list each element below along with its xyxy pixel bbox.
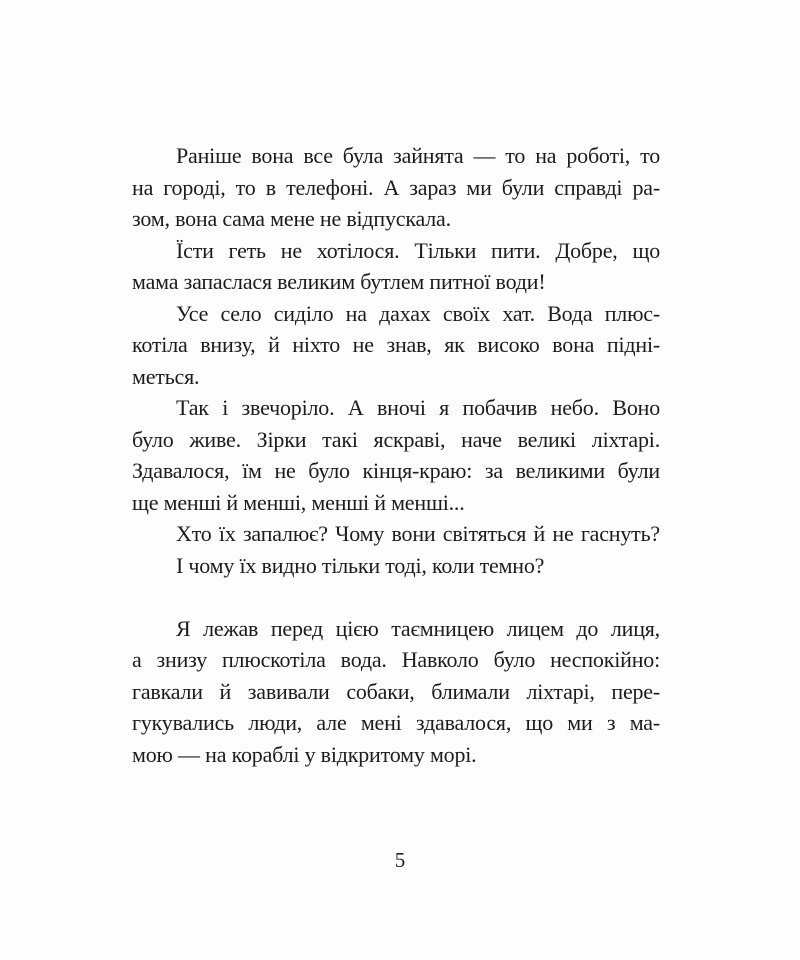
text-line: ще менші й менші, менші й менші... [132, 489, 465, 515]
page-number: 5 [394, 848, 406, 872]
text-line: Їсти геть не хотілося. Тільки пити. Добре, що [176, 237, 660, 263]
text-line: Хто їх запалює? Чому вони світяться й не гаснуть? [176, 521, 660, 546]
text-line: Так і звечоріло. А вночі я побачив небо. Воно [176, 395, 660, 420]
paragraph [132, 550, 660, 582]
text-line: мама запаслася великим бутлем питної води! [132, 269, 546, 294]
text-line: гавкали й завивали собаки, блимали ліхтарі, пере- [132, 678, 660, 704]
text-line: на городі, то в телефоні. А зараз ми були справді ра- [132, 174, 660, 200]
text-line: І чому їх видно тільки тоді, коли темно? [176, 552, 545, 578]
paragraph [132, 298, 660, 393]
text-line: котіла внизу, й ніхто не знав, як високо вона підні- [132, 332, 660, 357]
text-line: Усе село сиділо на дахах своїх хат. Вода плюс- [176, 300, 660, 326]
paragraph [132, 518, 660, 550]
text-line: зом, вона сама мене не відпускала. [132, 206, 451, 231]
text-line: Раніше вона все була зайнята — то на роботі, то [176, 143, 660, 168]
text-block [132, 140, 660, 770]
text-line: а знизу плюскотіла вода. Навколо було неспокійно: [132, 647, 660, 672]
paragraph [132, 140, 660, 235]
paragraph [132, 235, 660, 298]
text-line: було живе. Зірки такі яскраві, наче великі ліхтарі. [132, 426, 660, 452]
text-line: Здавалося, їм не було кінця-краю: за великими були [132, 458, 660, 483]
text-line: гукувались люди, але мені здавалося, що ми з ма- [132, 710, 660, 735]
text-line: меться. [132, 363, 200, 389]
text-line: Я лежав перед цією таємницею лицем до лиця, [176, 615, 660, 641]
paragraph [132, 392, 660, 518]
paragraph [132, 613, 660, 771]
text-line: мою — на кораблі у відкритому морі. [132, 741, 477, 767]
